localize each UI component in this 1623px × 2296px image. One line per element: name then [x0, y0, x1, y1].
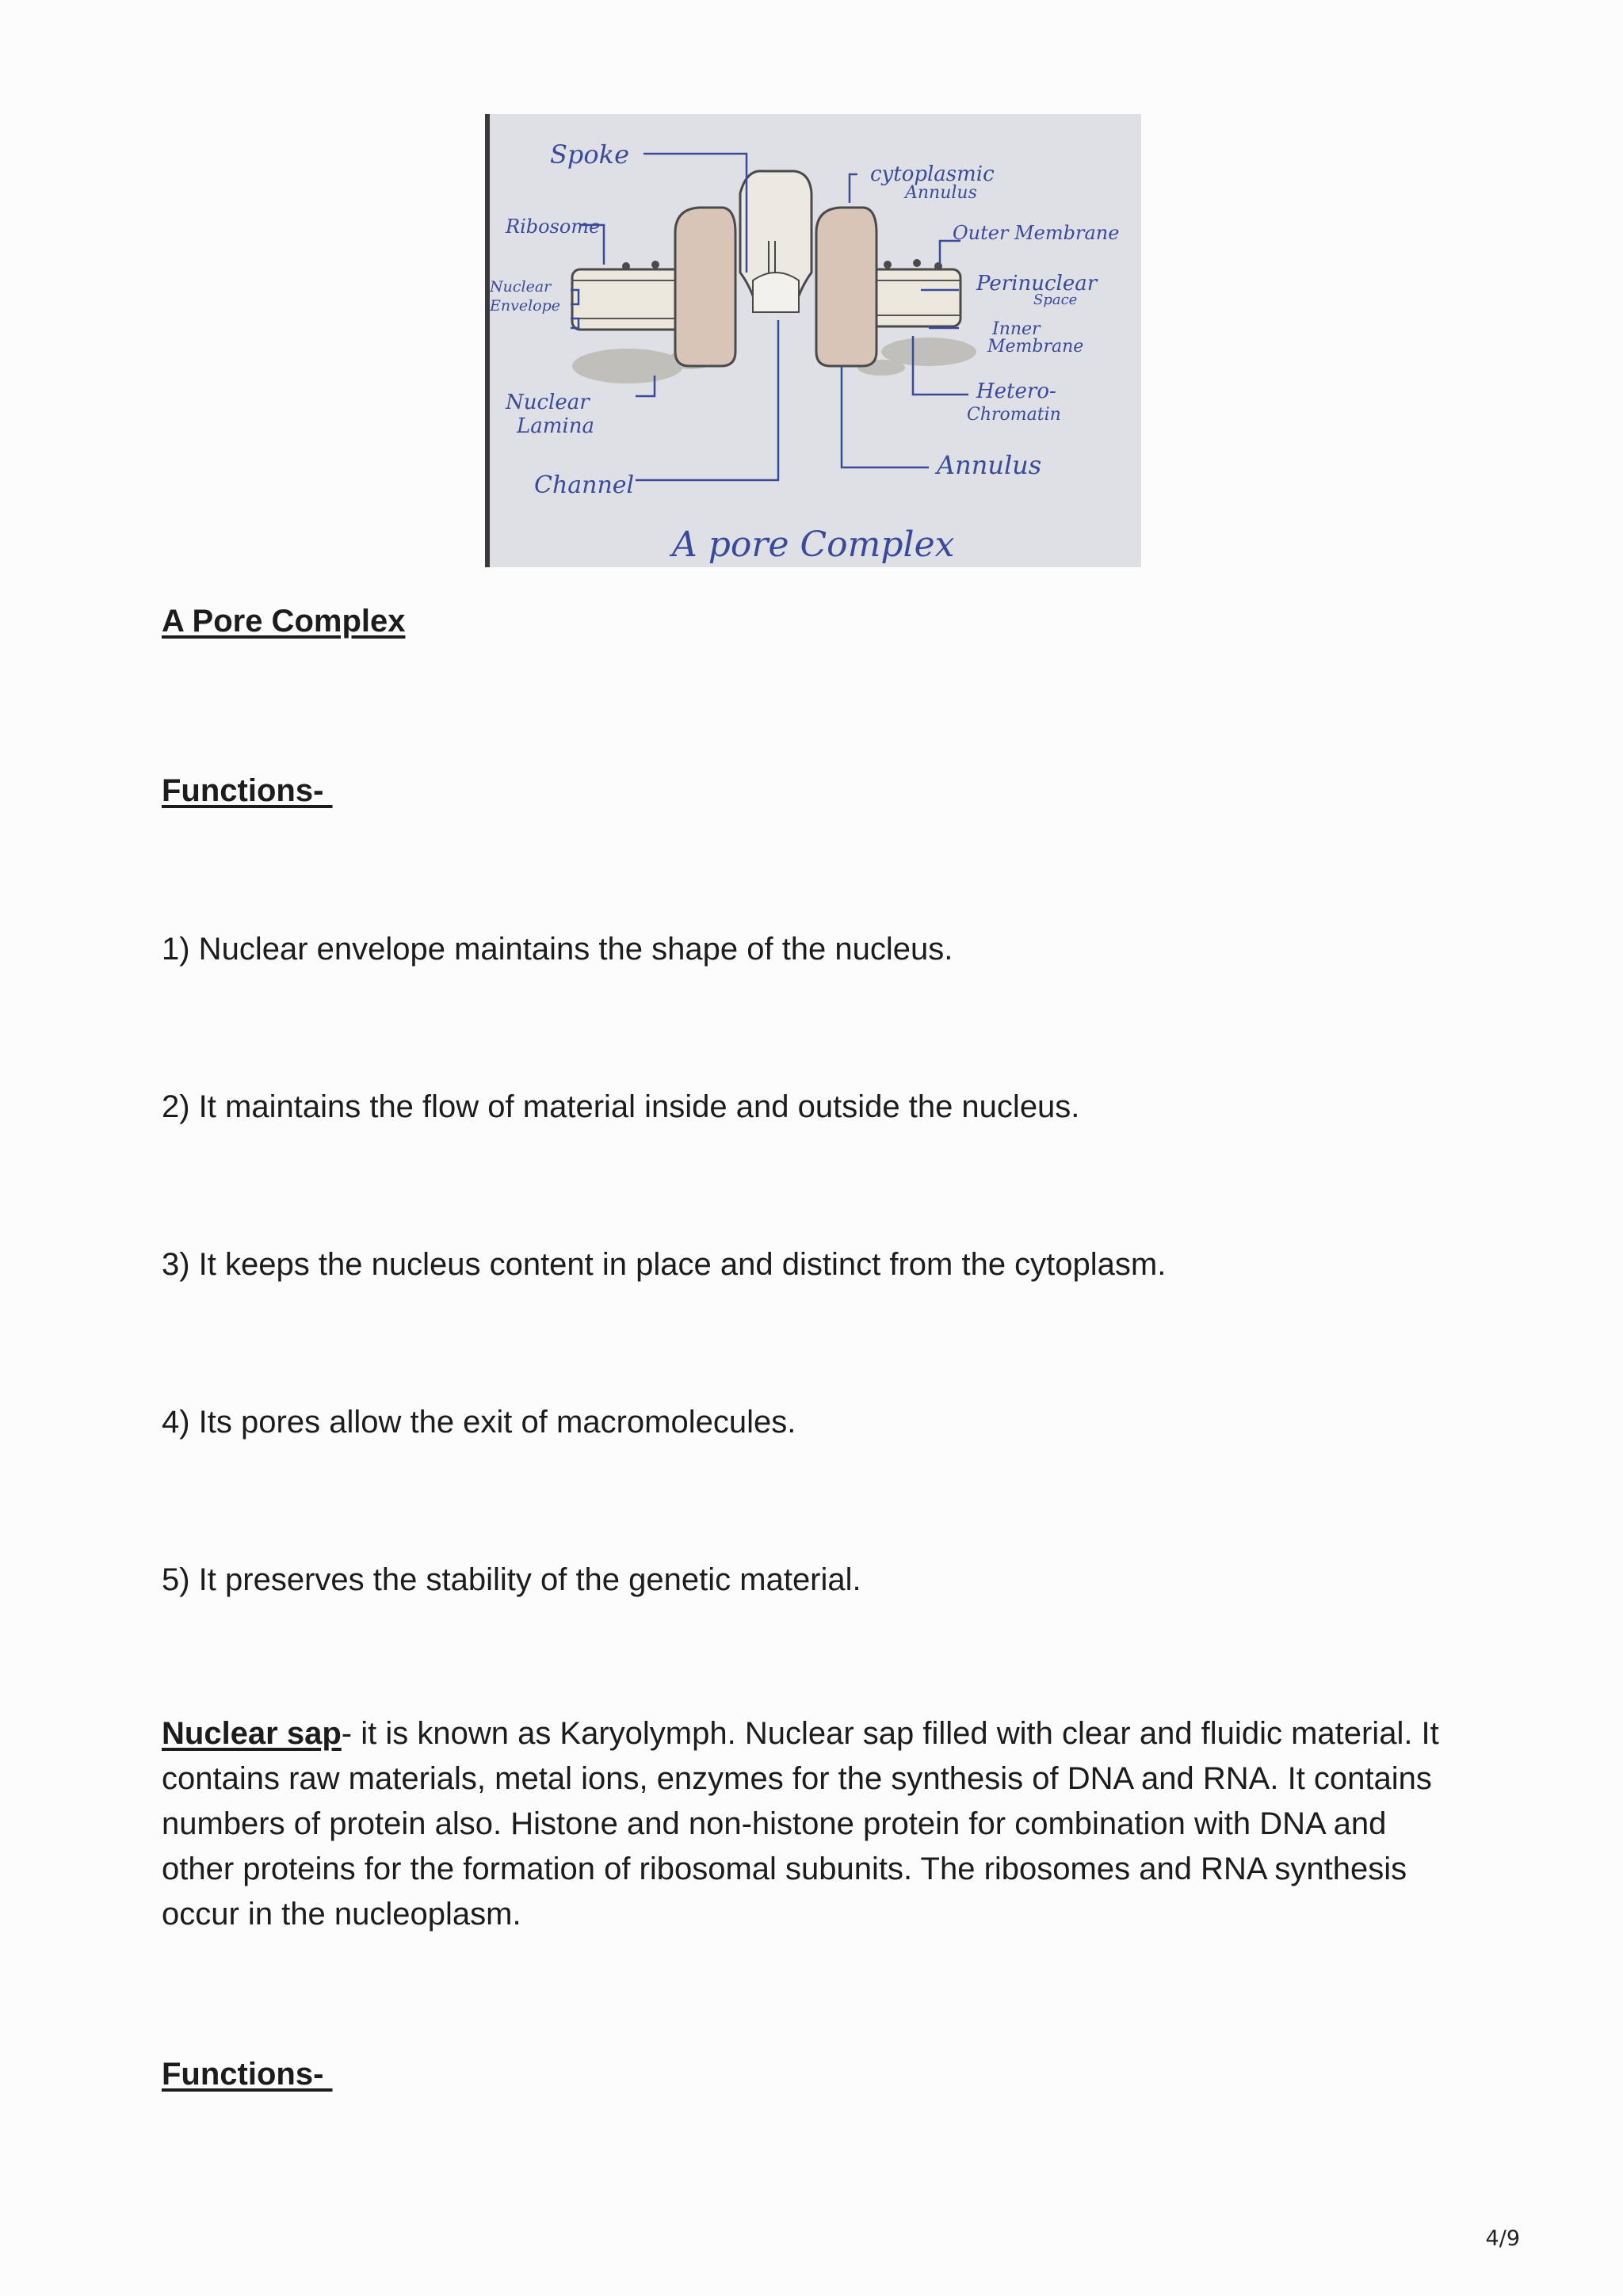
functions-heading: Functions-: [162, 2057, 333, 2092]
label-nuclear-envelope-line2: Envelope: [490, 297, 561, 315]
photo-edge: [485, 114, 490, 567]
function-item: 2) It maintains the flow of material inside and outside the nucleus.: [162, 1089, 1080, 1124]
label-ribosome: Ribosome: [506, 215, 601, 238]
label-nuclear-lamina-line2: Lamina: [517, 414, 594, 438]
label-outer-membrane: Outer Membrane: [953, 222, 1120, 244]
page-number: 4/9: [1485, 2226, 1520, 2251]
annulus-right: [816, 208, 876, 366]
function-item: 4) Its pores allow the exit of macromolecules.: [162, 1405, 796, 1440]
label-annulus: Annulus: [937, 450, 1042, 480]
pore-complex-heading: A Pore Complex: [162, 604, 406, 639]
label-channel: Channel: [534, 471, 635, 499]
functions-heading: Functions-: [162, 773, 333, 808]
pore-complex-diagram: [485, 114, 1141, 567]
label-nuclear-lamina-line1: Nuclear: [506, 391, 590, 414]
central-plug: [753, 273, 799, 312]
label-perinuclear-line2: Space: [1033, 292, 1078, 308]
label-inner-membrane-line2: Membrane: [987, 337, 1084, 357]
label-nuclear-envelope-line1: Nuclear: [490, 278, 552, 296]
label-heterochromatin-line2: Chromatin: [967, 405, 1061, 425]
annulus-left: [675, 208, 735, 366]
label-inner-membrane-line1: Inner: [992, 319, 1041, 339]
label-spoke: Spoke: [550, 139, 629, 170]
nuclear-sap-body: - it is known as Karyolymph. Nuclear sap filled with clear and fluidic material. It contains raw materials, metal ions, enzymes for the synthesis of DNA and RNA. It contains numbers of protein also. Histone and non-histone protein for combination with DNA and other proteins for the formation of ribosomal subunits. The ribosomes and RNA synthesis occur in the nucleoplasm.: [162, 1716, 1439, 1932]
heterochromatin-speckles: [572, 338, 976, 383]
function-item: 5) It preserves the stability of the genetic material.: [162, 1562, 861, 1597]
nuclear-sap-paragraph: [162, 1711, 1461, 1937]
label-heterochromatin-line1: Hetero-: [976, 379, 1056, 403]
function-item: 1) Nuclear envelope maintains the shape of the nucleus.: [162, 932, 953, 967]
figure-caption: A pore Complex: [672, 524, 955, 565]
label-cytoplasmic-annulus-line1: cytoplasmic: [870, 162, 995, 186]
label-perinuclear-line1: Perinuclear: [976, 272, 1098, 296]
label-cytoplasmic-annulus-line2: Annulus: [905, 183, 977, 203]
function-item: 3) It keeps the nucleus content in place and distinct from the cytoplasm.: [162, 1247, 1167, 1282]
nuclear-sap-term: Nuclear sap: [162, 1716, 342, 1751]
